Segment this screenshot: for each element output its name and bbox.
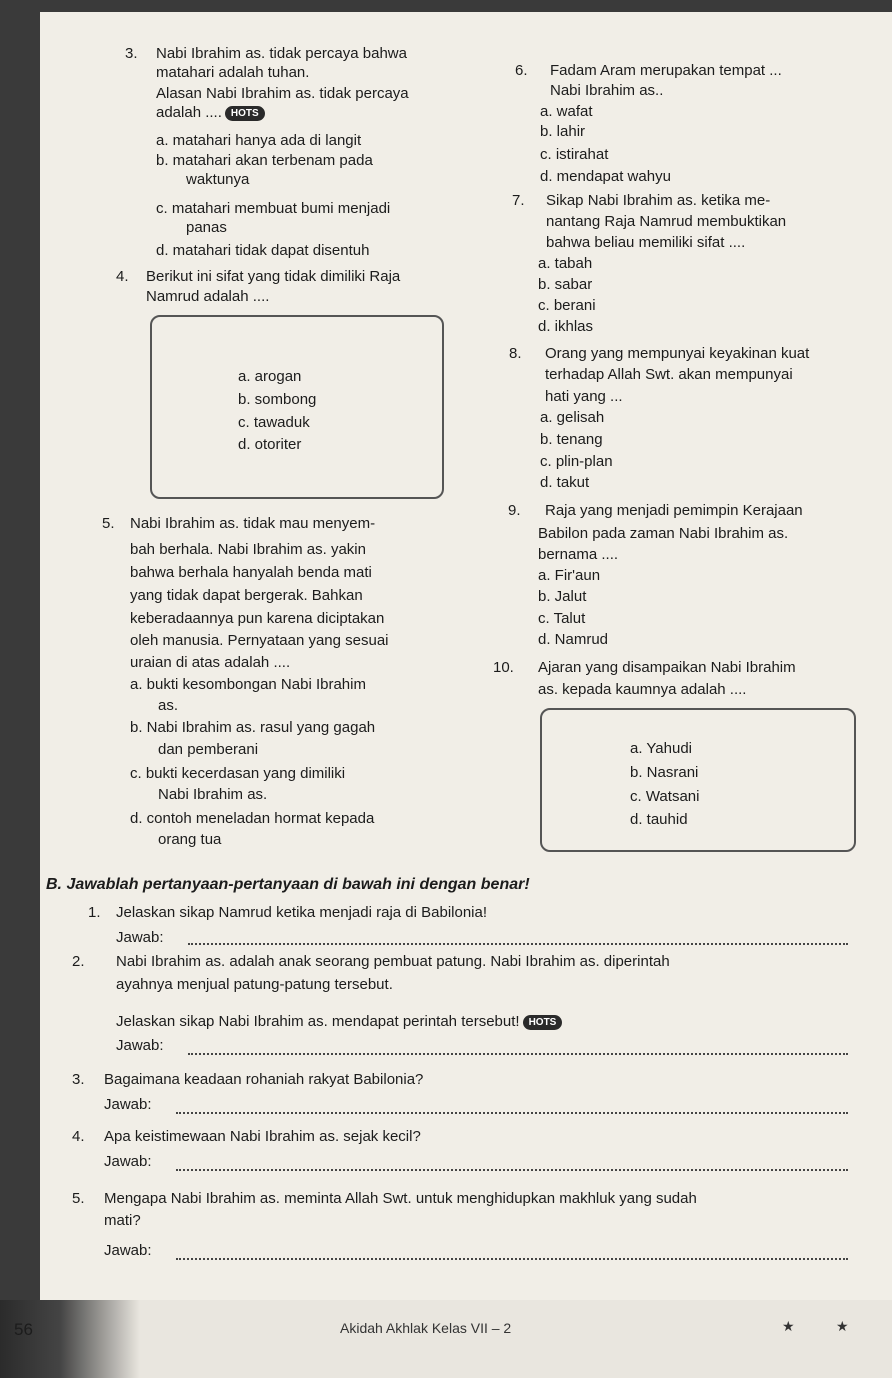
q4-option-d: d. otoriter [238, 436, 302, 453]
q3-option-b-1: b. matahari akan terbenam pada [156, 152, 373, 169]
q5-option-d-2: orang tua [158, 831, 222, 848]
q6-option-b: b. lahir [540, 123, 586, 140]
q6-option-d: d. mendapat wahyu [540, 168, 671, 185]
q8-option-d: d. takut [540, 474, 590, 491]
essay-3-answer-label: Jawab: [104, 1096, 152, 1113]
q9-option-a: a. Fir'aun [538, 567, 601, 584]
hots-badge: HOTS [225, 106, 265, 121]
q9-option-b: b. Jalut [538, 588, 587, 605]
essay-4-answer-label: Jawab: [104, 1153, 152, 1170]
essay-5-text-2: mati? [104, 1212, 141, 1229]
q10-option-b: b. Nasrani [630, 764, 699, 781]
essay-1-answer-line[interactable] [188, 943, 848, 945]
q10-text-1: Ajaran yang disampaikan Nabi Ibrahim [538, 659, 796, 676]
essay-1-text: Jelaskan sikap Namrud ketika menjadi raja di Babilonia! [116, 904, 488, 921]
q9-number: 9. [508, 502, 521, 519]
q10-number: 10. [493, 659, 514, 676]
q3-number: 3. [125, 45, 138, 62]
q9-text-3: bernama .... [538, 546, 619, 563]
q6-option-a: a. wafat [540, 103, 593, 120]
q10-text-2: as. kepada kaumnya adalah .... [538, 681, 747, 698]
q5-option-d-1: d. contoh meneladan hormat kepada [130, 810, 375, 827]
q4-option-b: b. sombong [238, 391, 317, 408]
q5-text-2: bah berhala. Nabi Ibrahim as. yakin [130, 541, 366, 558]
q6-text-1: Fadam Aram merupakan tempat ... [550, 62, 782, 79]
q5-text-7: uraian di atas adalah .... [130, 654, 291, 671]
hots-badge-2: HOTS [523, 1015, 563, 1030]
essay-5-number: 5. [72, 1190, 85, 1207]
essay-2-number: 2. [72, 953, 85, 970]
q8-text-1: Orang yang mempunyai keyakinan kuat [545, 345, 810, 362]
q3-text-4 [156, 104, 265, 122]
essay-4-number: 4. [72, 1128, 85, 1145]
essay-4-answer-line[interactable] [176, 1169, 848, 1171]
q4-option-c: c. tawaduk [238, 414, 310, 431]
q10-option-c: c. Watsani [630, 788, 700, 805]
q8-text-2: terhadap Allah Swt. akan mempunyai [545, 366, 793, 383]
essay-5-text-1: Mengapa Nabi Ibrahim as. meminta Allah Swt. untuk menghidupkan makhluk yang sudah [104, 1190, 697, 1207]
essay-2-answer-line[interactable] [188, 1053, 848, 1055]
q6-number: 6. [515, 62, 528, 79]
essay-2-text-3-label: Jelaskan sikap Nabi Ibrahim as. mendapat perintah tersebut! [116, 1013, 520, 1030]
q9-option-d: d. Namrud [538, 631, 609, 648]
q3-option-b-2: waktunya [186, 171, 250, 188]
q7-text-2: nantang Raja Namrud membuktikan [546, 213, 787, 230]
q6-option-c: c. istirahat [540, 146, 609, 163]
q3-text-1: Nabi Ibrahim as. tidak percaya bahwa [156, 45, 407, 62]
essay-5-answer-label: Jawab: [104, 1242, 152, 1259]
q3-option-c-1: c. matahari membuat bumi menjadi [156, 200, 391, 217]
essay-2-answer-label: Jawab: [116, 1037, 164, 1054]
essay-1-answer-label: Jawab: [116, 929, 164, 946]
essay-2-text-3 [116, 1013, 562, 1031]
q4-number: 4. [116, 268, 129, 285]
q8-number: 8. [509, 345, 522, 362]
q7-option-c: c. berani [538, 297, 596, 314]
section-b-title: B. Jawablah pertanyaan-pertanyaan di bawah ini dengan benar! [46, 876, 530, 893]
q5-option-a-2: as. [158, 697, 179, 714]
essay-4-text: Apa keistimewaan Nabi Ibrahim as. sejak kecil? [104, 1128, 421, 1145]
q4-text-1: Berikut ini sifat yang tidak dimiliki Raja [146, 268, 401, 285]
q5-option-b-1: b. Nabi Ibrahim as. rasul yang gagah [130, 719, 376, 736]
q8-option-c: c. plin-plan [540, 453, 613, 470]
q7-option-b: b. sabar [538, 276, 593, 293]
essay-3-number: 3. [72, 1071, 85, 1088]
q5-option-b-2: dan pemberani [158, 741, 259, 758]
q9-option-c: c. Talut [538, 610, 586, 627]
star-icon: ★ [782, 1318, 795, 1334]
q7-text-1: Sikap Nabi Ibrahim as. ketika me- [546, 192, 771, 209]
q10-option-a: a. Yahudi [630, 740, 692, 757]
q5-text-4: yang tidak dapat bergerak. Bahkan [130, 587, 363, 604]
q7-text-3: bahwa beliau memiliki sifat .... [546, 234, 746, 251]
q8-text-3: hati yang ... [545, 388, 623, 405]
q3-option-c-2: panas [186, 219, 227, 236]
q7-number: 7. [512, 192, 525, 209]
q8-option-a: a. gelisah [540, 409, 605, 426]
q3-option-d: d. matahari tidak dapat disentuh [156, 242, 370, 259]
q5-option-c-1: c. bukti kecerdasan yang dimiliki [130, 765, 346, 782]
essay-2-text-1: Nabi Ibrahim as. adalah anak seorang pembuat patung. Nabi Ibrahim as. diperintah [116, 953, 670, 970]
q9-text-1: Raja yang menjadi pemimpin Kerajaan [545, 502, 803, 519]
q3-text-3: Alasan Nabi Ibrahim as. tidak percaya [156, 85, 409, 102]
q3-option-a: a. matahari hanya ada di langit [156, 132, 362, 149]
q3-text-4-label: adalah .... [156, 104, 222, 121]
q5-text-1: Nabi Ibrahim as. tidak mau menyem- [130, 515, 376, 532]
q10-option-d: d. tauhid [630, 811, 688, 828]
essay-5-answer-line[interactable] [176, 1258, 848, 1260]
q5-option-c-2: Nabi Ibrahim as. [158, 786, 268, 803]
footer-band [0, 1300, 892, 1378]
q5-text-3: bahwa berhala hanyalah benda mati [130, 564, 372, 581]
q6-text-2: Nabi Ibrahim as.. [550, 82, 664, 99]
page-number: 56 [14, 1320, 33, 1339]
essay-3-text: Bagaimana keadaan rohaniah rakyat Babilonia? [104, 1071, 424, 1088]
q7-option-d: d. ikhlas [538, 318, 594, 335]
q4-option-a: a. arogan [238, 368, 302, 385]
q7-option-a: a. tabah [538, 255, 593, 272]
q5-text-6: oleh manusia. Pernyataan yang sesuai [130, 632, 389, 649]
q4-text-2: Namrud adalah .... [146, 288, 270, 305]
essay-3-answer-line[interactable] [176, 1112, 848, 1114]
essay-2-text-2: ayahnya menjual patung-patung tersebut. [116, 976, 393, 993]
q5-option-a-1: a. bukti kesombongan Nabi Ibrahim [130, 676, 366, 693]
q9-text-2: Babilon pada zaman Nabi Ibrahim as. [538, 525, 789, 542]
star-icon-2: ★ [836, 1318, 849, 1334]
q8-option-b: b. tenang [540, 431, 603, 448]
q5-number: 5. [102, 515, 115, 532]
book-title: Akidah Akhlak Kelas VII – 2 [340, 1320, 512, 1336]
q5-text-5: keberadaannya pun karena diciptakan [130, 610, 385, 627]
q3-text-2: matahari adalah tuhan. [156, 64, 310, 81]
essay-1-number: 1. [88, 904, 101, 921]
